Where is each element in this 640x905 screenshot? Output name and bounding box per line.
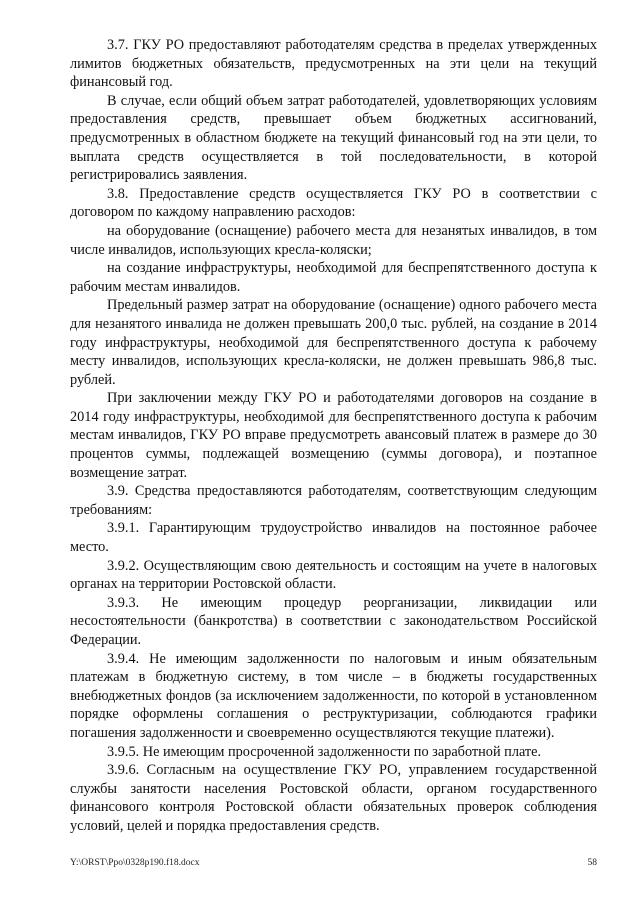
- paragraph-3-9-4: 3.9.4. Не имеющим задолженности по налоговым и иным обязательным платежам в бюджетную систему, в том числе – в бюджеты государственных внебюджетных фондов (за исключением задолженности, по которой в установленном порядке оформлены соглашения о реструктуризации, соблюдаются графики погашения задолженности и своевременно осуществляются текущие платежи).: [70, 650, 597, 741]
- paragraph-advance-payment: При заключении между ГКУ РО и работодателями договоров на создание в 2014 году инфраструктуры, необходимой для беспрепятственного доступа к рабочим местам инвалидов, ГКУ РО вправе предусмотреть авансовый платеж в размере до 30 процентов суммы, подлежащей возмещению (суммы договора), и поэтапное возмещение затрат.: [70, 390, 597, 481]
- paragraph-3-9: 3.9. Средства предоставляются работодателям, соответствующим следующим требованиям:: [70, 483, 597, 518]
- paragraph-3-8-equipment: на оборудование (оснащение) рабочего места для незанятых инвалидов, в том числе инвалидов, использующих кресла-коляски;: [70, 222, 597, 258]
- paragraph-3-9-1: 3.9.1. Гарантирующим трудоустройство инвалидов на постоянное рабочее место.: [70, 520, 597, 556]
- paragraph-3-8: 3.8. Предоставление средств осуществляется ГКУ РО в соответствии с договором по каждому направлению расходов:: [70, 185, 597, 221]
- paragraph-3-9-5: 3.9.5. Не имеющим просроченной задолженности по заработной плате.: [107, 743, 542, 760]
- paragraph-cost-limit: Предельный размер затрат на оборудование (оснащение) одного рабочего места для незанятого инвалида не должен превышать 200,0 тыс. рублей, на создание в 2014 году инфраструктуры, необходимой для беспрепятственного доступа к рабочему месту инвалидов, использующих кресла-коляски, не должен превышать 986,8 тыс. рублей.: [70, 297, 597, 388]
- footer-page-number: 58: [587, 858, 597, 868]
- paragraph-3-9-6: 3.9.6. Согласным на осуществление ГКУ РО, управлением государственной службы занятости населения Ростовской области, органом государственного финансового контроля Ростовской области обязательных проверок соблюдения условий, целей и порядка предоставления средств.: [70, 762, 597, 834]
- document-body: [70, 36, 597, 836]
- paragraph-3-9-2: 3.9.2. Осуществляющим свою деятельность и состоящим на учете в налоговых органах на территории Ростовской области.: [70, 557, 597, 593]
- paragraph-3-7: 3.7. ГКУ РО предоставляют работодателям средства в пределах утвержденных лимитов бюджетных обязательств, предусмотренных на эти цели на текущий финансовый год.: [70, 37, 597, 91]
- paragraph-3-8-infrastructure: на создание инфраструктуры, необходимой для беспрепятственного доступа к рабочим местам инвалидов.: [70, 260, 597, 295]
- paragraph-3-9-3: 3.9.3. Не имеющим процедур реорганизации, ликвидации или несостоятельности (банкротства) в соответствии с законодательством Российской Федерации.: [70, 594, 597, 648]
- footer-file-path: Y:\ORST\Ppo\0328p190.f18.docx: [70, 858, 200, 868]
- paragraph-3-7-excess-costs: В случае, если общий объем затрат работодателей, удовлетворяющих условиям предоставления средств, превышает объем бюджетных ассигнований, предусмотренных в областном бюджете на текущий финансовый год на эти цели, то выплата средств осуществляется в той последовательности, в которой регистрировались заявления.: [70, 92, 597, 184]
